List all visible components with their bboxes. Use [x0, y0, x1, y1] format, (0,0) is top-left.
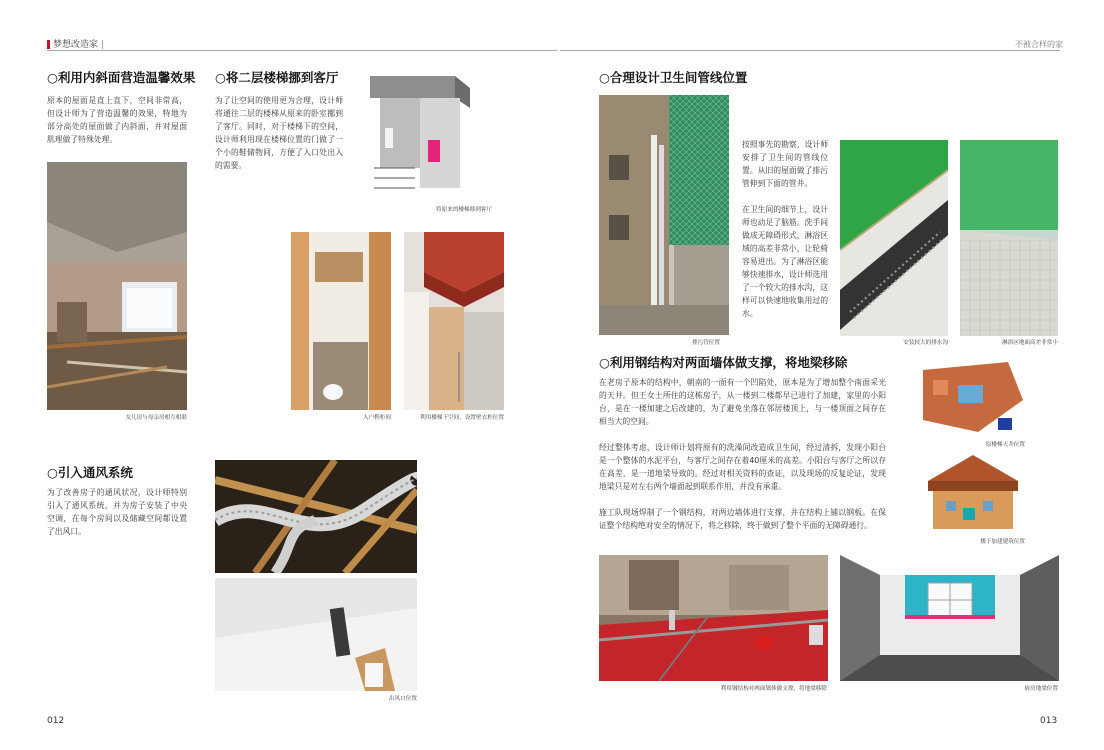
- header-accent-bar: [47, 40, 50, 49]
- section-heading-inner-slope: ○利用内斜面营造温馨效果: [47, 70, 196, 85]
- photo-large-drain-channel: [840, 140, 948, 336]
- photo-caption-drain-channel: 安装较大的排水沟: [903, 340, 948, 346]
- photo-caption-sloped-ceiling: 女儿房与母亲房相互相联: [125, 415, 187, 421]
- photo-caption-shower-floor: 淋浴区地面高差非常小: [1002, 340, 1058, 346]
- magazine-section-title: 梦想改造家: [53, 40, 99, 50]
- section-heading-bathroom-pipes: ○合理设计卫生间管线位置: [599, 70, 748, 85]
- section-heading-ventilation: ○引入通风系统: [47, 465, 133, 480]
- photo-steel-support-construction: [599, 555, 828, 681]
- section-body-steel-p2: 经过整体考虑，设计师计划将原有的洗澡间改造成卫生间，经过清拆，发现小阳台是一个整体的水泥平台，与客厅之间存在着40厘米的高差。小阳台与客厅之所以存在高差，是一道地梁导致的。经过对相关资料的查证，以及现场的反复论证，发现地梁只是对左右两个墙面起到联系作用，并没有承重。: [599, 443, 886, 491]
- page-header-left: 梦想改造家 |: [47, 37, 104, 50]
- photo-sloped-ceiling-room: [47, 162, 187, 410]
- photo-caption-shoe-storage: 入户鞋柜间: [363, 415, 391, 421]
- section-body-steel-p3: 施工队现场焊制了一个钢结构，对两边墙体进行支撑，并在结构上铺以钢板。在保证整个结构绝对安全的情况下，将之移除，终于做到了整个平面的无障碍通行。: [599, 508, 886, 530]
- header-rule-left: [47, 50, 557, 51]
- page-header-right: 不被合样的家: [1015, 40, 1063, 49]
- section-body-steel-p1: 在老房子原本的结构中，朝南的一面有一个凹陷处，原本是为了增加整个南面采光的天井。但王女士所住的这栋房子，从一楼到二楼都早已进行了加建，家里的小阳台，是在一楼加建之后改建的，为了避免坐落在邻居楼顶上，与一楼顶面之间存在相当大的空间。: [599, 378, 886, 426]
- diagram-kitchen-beam-position: [840, 555, 1059, 681]
- photo-under-stair-wardrobe: [404, 232, 504, 410]
- diagram-caption-kitchen-beam: 厨房地梁位置: [1024, 686, 1058, 692]
- section-body-move-stairs: 为了让空间的使用更为合理，设计师将通往二层的楼梯从原来的卧室挪到了客厅。同时，对于楼梯下的空间，设计师利用现在楼梯位置的门做了一个小的鞋储物间，方便了入口处出入的需要。: [215, 96, 343, 170]
- diagram-courtyard-plan: [918, 360, 1028, 435]
- photo-shower-floor: [960, 140, 1058, 336]
- photo-air-outlet: [215, 578, 417, 691]
- section-heading-steel-structure: ○利用钢结构对两面墙体做支撑，将地梁移除: [599, 355, 848, 370]
- page-number-right: 013: [1040, 716, 1058, 726]
- photo-caption-steel-support: 利用钢结构对两面墙体做支撑，将地梁移除: [720, 686, 827, 692]
- section-body-bathroom-p2: 在卫生间的细节上，设计师也动足了脑筋。洗手间做成无障碍形式，淋浴区域的高差非常小，让轮椅容易进出。为了淋浴区能够快速排水，设计师选用了一个较大的排水沟，这样可以快速地收集用过的水。: [742, 205, 828, 318]
- diagram-caption-courtyard: 原楼梯天井位置: [985, 442, 1025, 448]
- header-rule-right: [560, 50, 1060, 51]
- diagram-stair-relocation: [360, 68, 478, 202]
- diagram-extension-building: [918, 453, 1028, 531]
- section-body-ventilation: 为了改善房子的通风状况，设计师特别引入了通风系统，并为房子安装了中央空调，在每个房间以及储藏空间都设置了出风口。: [47, 488, 187, 536]
- photo-shoe-storage-room: [291, 232, 391, 410]
- section-heading-move-stairs: ○将二层楼梯挪到客厅: [215, 70, 339, 85]
- photo-drain-pipe-exterior: [599, 95, 729, 335]
- diagram-caption-extension: 楼下加建建筑位置: [980, 539, 1025, 545]
- photo-caption-under-stair: 利用楼梯下空间，设置壁衣柜位置: [420, 415, 504, 421]
- photo-ventilation-ducts: [215, 460, 417, 573]
- section-body-inner-slope: 原本的屋面是直上直下，空间非常高，但设计师为了营造温馨的效果，特地为部分高处的屋面做了内斜面，并对屋面肌理做了特殊处理。: [47, 96, 187, 144]
- diagram-caption-stair-relocation: 将原来的楼梯移到客厅: [436, 207, 492, 213]
- page-number-left: 012: [47, 716, 65, 726]
- photo-caption-drain-pipe: 排污管位置: [692, 340, 720, 346]
- section-body-bathroom-p1: 按照事先的勘察，设计师安排了卫生间的管线位置。从旧的屋面做了排污管伸到下面的管井。: [742, 140, 828, 188]
- photo-caption-air-outlet: 出风口位置: [389, 696, 417, 702]
